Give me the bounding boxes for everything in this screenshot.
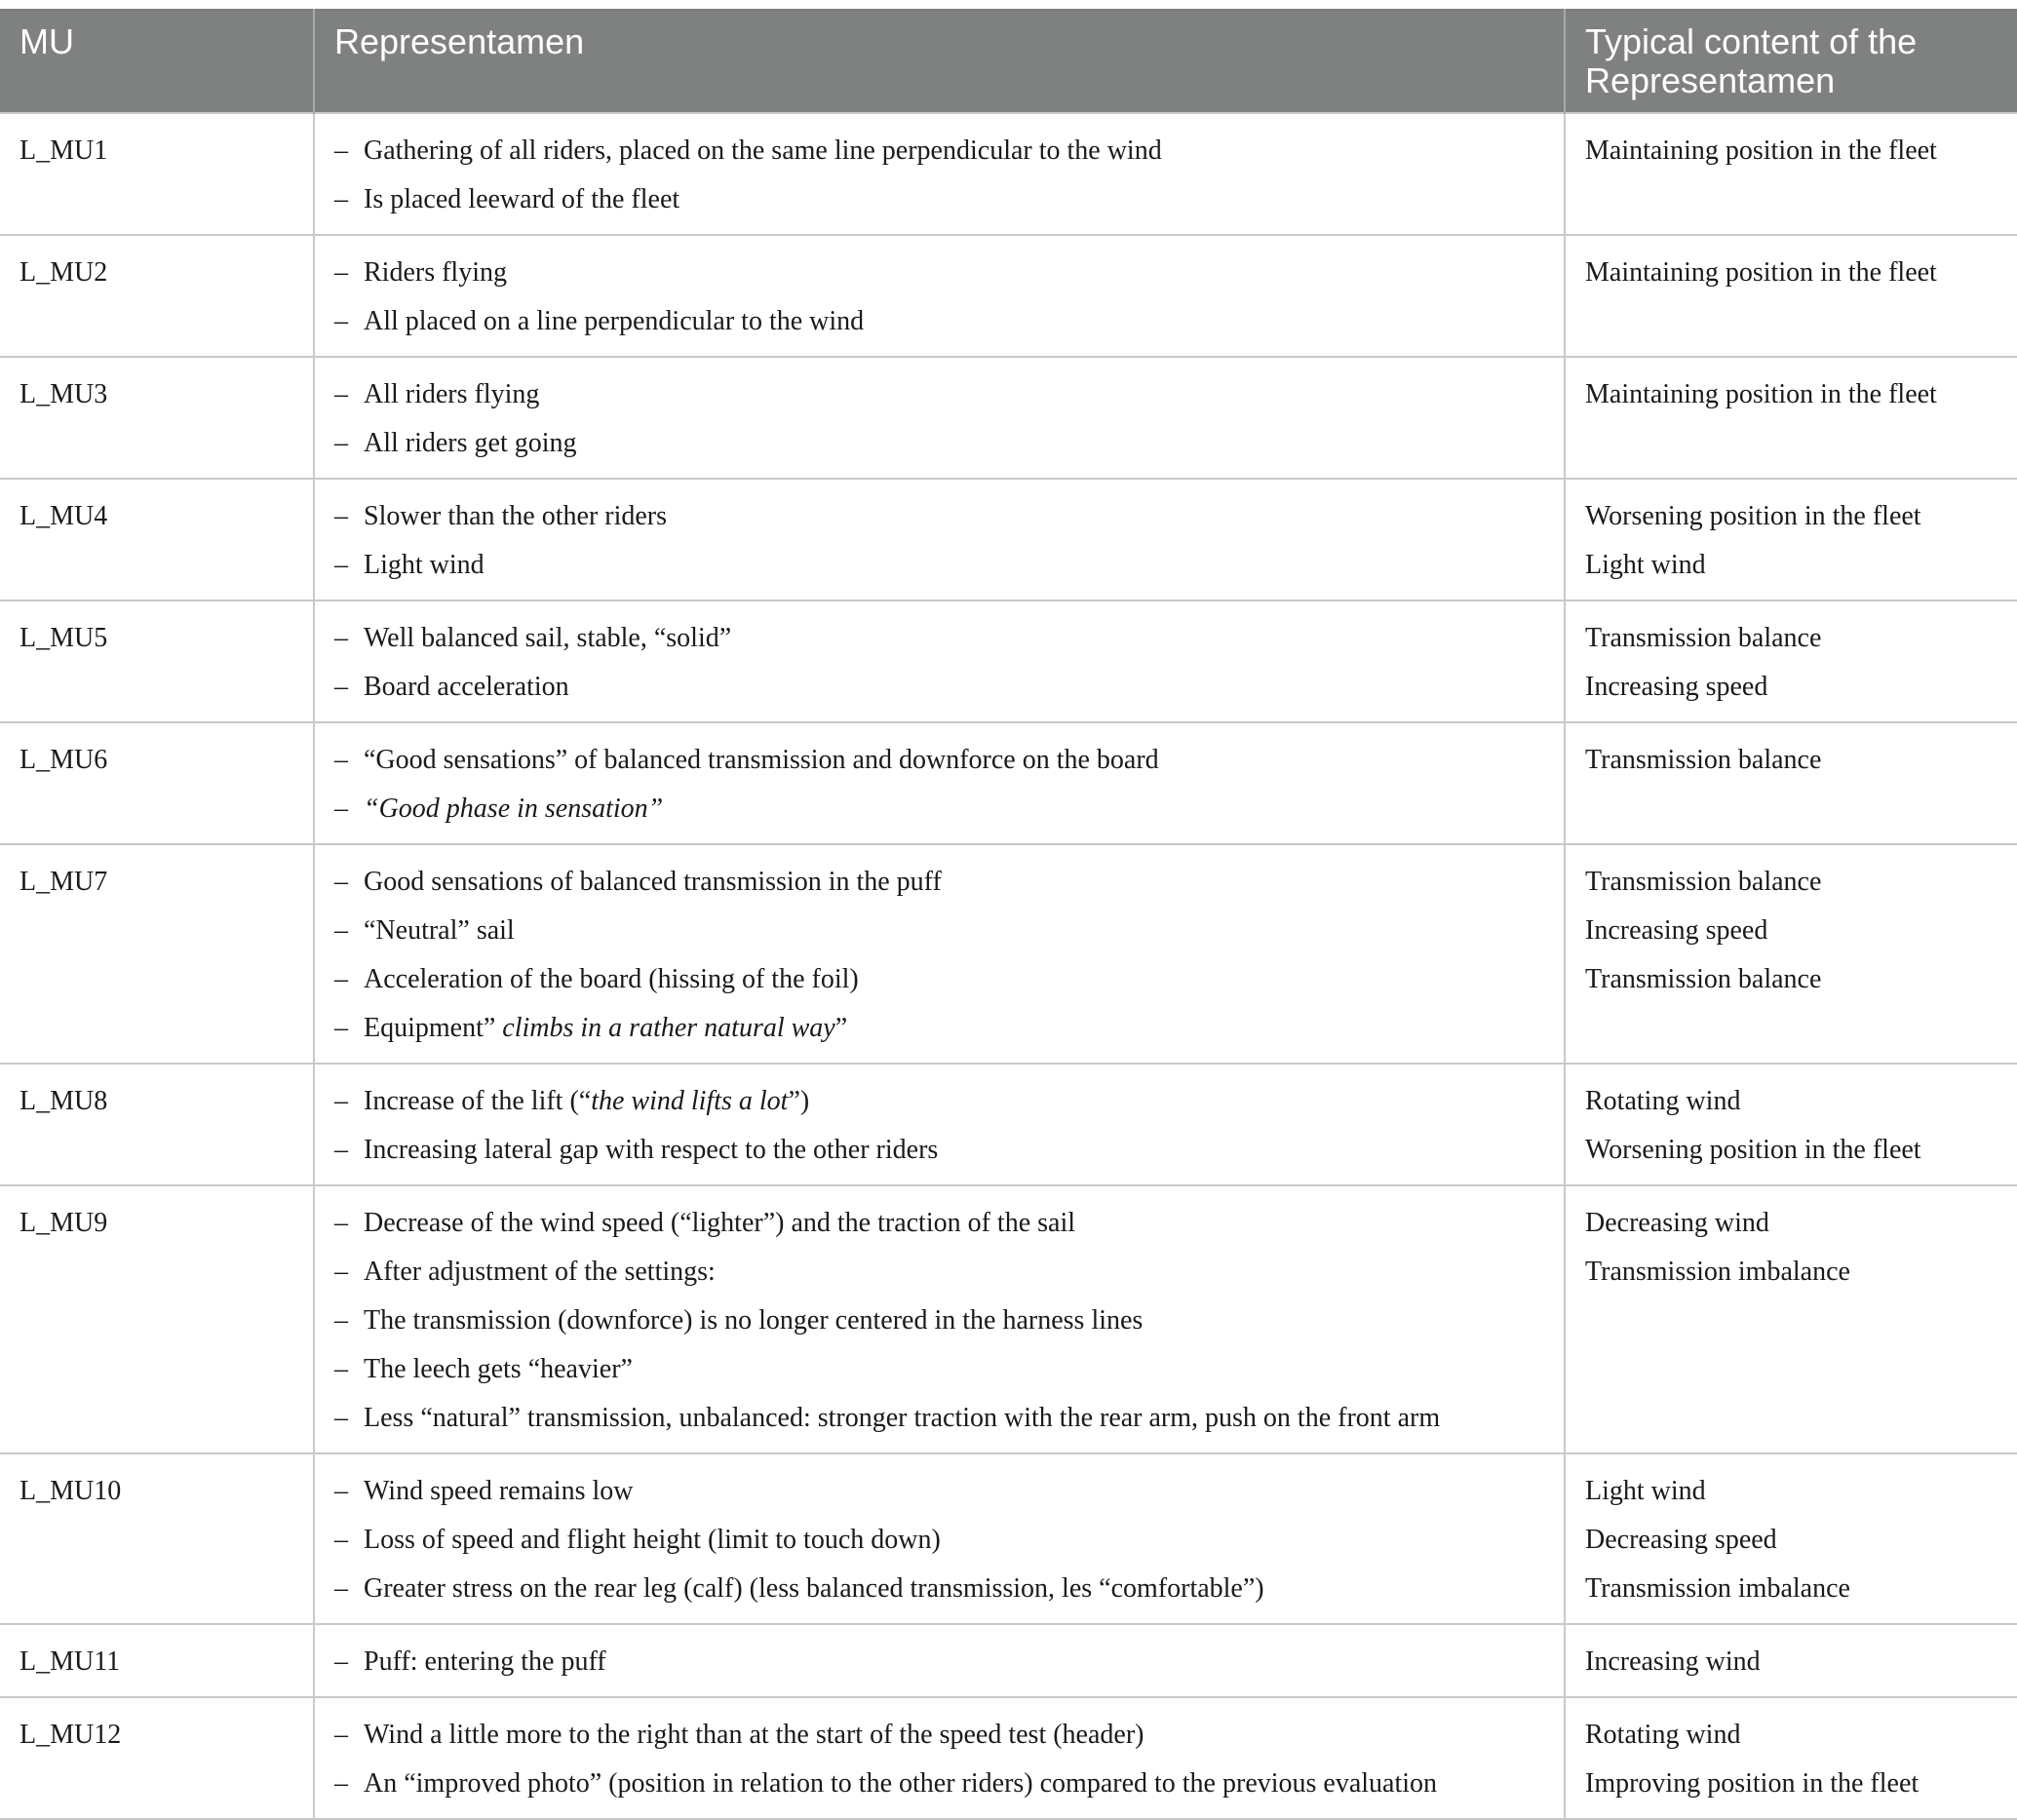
dash-bullet: –	[334, 1086, 348, 1116]
representamen-text: Wind speed remains low	[364, 1476, 634, 1506]
typical-content-item: Decreasing speed	[1585, 1525, 1777, 1555]
representamen-text: Slower than the other riders	[364, 501, 668, 531]
representamen-item	[334, 1199, 1544, 1248]
representamen-cell	[314, 1453, 1565, 1624]
table-row	[0, 1697, 2017, 1819]
representamen-text: Good sensations of balanced transmission in the puff	[364, 867, 942, 897]
header-representamen: Representamen	[314, 9, 1565, 113]
representamen-text: Riders flying	[364, 257, 507, 288]
representamen-item	[334, 297, 1544, 346]
typical-content-cell	[1565, 357, 2017, 479]
representamen-item	[334, 1345, 1544, 1394]
representamen-item	[334, 663, 1544, 712]
header-mu: MU	[0, 9, 314, 113]
typical-content-item: Light wind	[1585, 1476, 1706, 1506]
representamen-cell	[314, 1697, 1565, 1819]
table-row	[0, 844, 2017, 1064]
representamen-text: Is placed leeward of the fleet	[364, 184, 680, 214]
representamen-item	[334, 1638, 1544, 1686]
representamen-text: All placed on a line perpendicular to the wind	[364, 306, 865, 336]
typical-content-item: Light wind	[1585, 550, 1706, 580]
dash-bullet: –	[334, 1208, 348, 1238]
dash-bullet: –	[334, 379, 348, 409]
dash-bullet: –	[334, 1135, 348, 1165]
typical-content-cell	[1565, 1453, 2017, 1624]
representamen-item	[334, 1297, 1544, 1345]
table-row	[0, 1185, 2017, 1453]
representamen-text: All riders get going	[364, 428, 577, 458]
dash-bullet: –	[334, 184, 348, 214]
dash-bullet: –	[334, 257, 348, 288]
typical-content-item: Improving position in the fleet	[1585, 1768, 1920, 1799]
representamen-item	[334, 858, 1544, 907]
mu-cell: L_MU7	[0, 844, 314, 1064]
mu-cell: L_MU2	[0, 235, 314, 357]
representamen-item	[334, 1760, 1544, 1808]
representamen-item	[334, 1077, 1544, 1126]
dash-bullet: –	[334, 867, 348, 897]
header-row	[0, 9, 2017, 113]
representamen-text: Wind a little more to the right than at the start of the speed test (header)	[364, 1720, 1144, 1750]
typical-content-item: Transmission imbalance	[1585, 1573, 1850, 1604]
dash-bullet: –	[334, 915, 348, 946]
typical-content-cell	[1565, 1185, 2017, 1453]
dash-bullet: –	[334, 550, 348, 580]
dash-bullet: –	[334, 1476, 348, 1506]
table-row	[0, 1624, 2017, 1697]
representamen-text: the wind lifts a lot	[591, 1086, 789, 1116]
typical-content-item: Transmission balance	[1585, 867, 1822, 897]
representamen-item	[334, 249, 1544, 297]
representamen-item	[334, 785, 1544, 833]
representamen-text: Equipment”	[364, 1013, 503, 1043]
representamen-text: Board acceleration	[364, 672, 569, 702]
representamen-cell	[314, 1185, 1565, 1453]
table-row	[0, 1064, 2017, 1185]
representamen-text: An “improved photo” (position in relation to the other riders) compared to the previous evaluation	[364, 1768, 1438, 1799]
dash-bullet: –	[334, 794, 348, 824]
mu-cell: L_MU5	[0, 600, 314, 722]
representamen-cell	[314, 1624, 1565, 1697]
dash-bullet: –	[334, 1525, 348, 1555]
representamen-item	[334, 1565, 1544, 1613]
dash-bullet: –	[334, 501, 348, 531]
representamen-text: climbs in a rather natural way	[502, 1013, 835, 1043]
representamen-text: Greater stress on the rear leg (calf) (less balanced transmission, les “comfortable”)	[364, 1573, 1264, 1604]
table-row	[0, 1453, 2017, 1624]
typical-content-item: Increasing speed	[1585, 915, 1768, 946]
representamen-text: Increasing lateral gap with respect to the other riders	[364, 1135, 939, 1165]
representamen-text: All riders flying	[364, 379, 540, 409]
dash-bullet: –	[334, 745, 348, 775]
typical-content-item: Rotating wind	[1585, 1720, 1741, 1750]
representamen-item	[334, 1516, 1544, 1565]
dash-bullet: –	[334, 1646, 348, 1677]
typical-content-item: Increasing wind	[1585, 1646, 1761, 1677]
mu-cell: L_MU9	[0, 1185, 314, 1453]
representamen-cell	[314, 479, 1565, 600]
typical-content-item: Worsening position in the fleet	[1585, 1135, 1921, 1165]
dash-bullet: –	[334, 136, 348, 166]
representamen-cell	[314, 1064, 1565, 1185]
representamen-item	[334, 1004, 1544, 1053]
mu-cell: L_MU6	[0, 722, 314, 844]
dash-bullet: –	[334, 964, 348, 994]
mu-cell: L_MU11	[0, 1624, 314, 1697]
typical-content-item: Decreasing wind	[1585, 1208, 1769, 1238]
typical-content-item: Transmission balance	[1585, 964, 1822, 994]
typical-content-item: Maintaining position in the fleet	[1585, 136, 1937, 166]
representamen-item	[334, 955, 1544, 1004]
header-typical-content: Typical content of the Representamen	[1565, 9, 2017, 113]
representamen-text: Acceleration of the board (hissing of the foil)	[364, 964, 859, 994]
representamen-item	[334, 614, 1544, 663]
dash-bullet: –	[334, 1257, 348, 1287]
representamen-cell	[314, 357, 1565, 479]
representamen-item	[334, 1394, 1544, 1443]
representamen-text: Puff: entering the puff	[364, 1646, 606, 1677]
typical-content-cell	[1565, 844, 2017, 1064]
table-row	[0, 600, 2017, 722]
table-row	[0, 357, 2017, 479]
representamen-text: Gathering of all riders, placed on the same line perpendicular to the wind	[364, 136, 1162, 166]
dash-bullet: –	[334, 1403, 348, 1433]
representamen-item	[334, 1711, 1544, 1760]
representamen-item	[334, 1248, 1544, 1297]
typical-content-item: Maintaining position in the fleet	[1585, 379, 1937, 409]
dash-bullet: –	[334, 306, 348, 336]
representamen-text: After adjustment of the settings:	[364, 1257, 716, 1287]
dash-bullet: –	[334, 1768, 348, 1799]
representamen-item	[334, 1467, 1544, 1516]
mu-cell: L_MU12	[0, 1697, 314, 1819]
typical-content-cell	[1565, 113, 2017, 235]
representamen-item	[334, 175, 1544, 224]
typical-content-item: Worsening position in the fleet	[1585, 501, 1921, 531]
representamen-text: “Neutral” sail	[364, 915, 515, 946]
mu-cell: L_MU1	[0, 113, 314, 235]
dash-bullet: –	[334, 1720, 348, 1750]
dash-bullet: –	[334, 672, 348, 702]
representamen-text: ”	[834, 1013, 848, 1043]
representamen-text: The transmission (downforce) is no longer centered in the harness lines	[364, 1305, 1144, 1336]
representamen-table	[0, 9, 2017, 1820]
dash-bullet: –	[334, 1354, 348, 1384]
representamen-text: The leech gets “heavier”	[364, 1354, 633, 1384]
representamen-item	[334, 419, 1544, 468]
representamen-text: Well balanced sail, stable, “solid”	[364, 623, 732, 653]
typical-content-cell	[1565, 722, 2017, 844]
mu-cell: L_MU8	[0, 1064, 314, 1185]
typical-content-item: Maintaining position in the fleet	[1585, 257, 1937, 288]
dash-bullet: –	[334, 428, 348, 458]
typical-content-item: Transmission balance	[1585, 623, 1822, 653]
table-row	[0, 479, 2017, 600]
representamen-item	[334, 370, 1544, 419]
table-row	[0, 235, 2017, 357]
representamen-text: Less “natural” transmission, unbalanced: stronger traction with the rear arm, push on the front arm	[364, 1403, 1441, 1433]
mu-cell: L_MU10	[0, 1453, 314, 1624]
representamen-item	[334, 541, 1544, 590]
representamen-text: Increase of the lift (“	[364, 1086, 592, 1116]
mu-cell: L_MU3	[0, 357, 314, 479]
representamen-text: “Good phase in sensation”	[364, 794, 664, 824]
typical-content-item: Increasing speed	[1585, 672, 1768, 702]
typical-content-cell	[1565, 1064, 2017, 1185]
mu-cell: L_MU4	[0, 479, 314, 600]
typical-content-cell	[1565, 600, 2017, 722]
typical-content-cell	[1565, 1624, 2017, 1697]
representamen-text: Loss of speed and flight height (limit to touch down)	[364, 1525, 941, 1555]
table-row	[0, 722, 2017, 844]
typical-content-cell	[1565, 479, 2017, 600]
representamen-text: Light wind	[364, 550, 485, 580]
representamen-item	[334, 492, 1544, 541]
typical-content-item: Rotating wind	[1585, 1086, 1741, 1116]
representamen-item	[334, 736, 1544, 785]
typical-content-item: Transmission imbalance	[1585, 1257, 1850, 1287]
representamen-item	[334, 1126, 1544, 1175]
representamen-cell	[314, 722, 1565, 844]
typical-content-cell	[1565, 235, 2017, 357]
representamen-cell	[314, 113, 1565, 235]
representamen-cell	[314, 844, 1565, 1064]
representamen-item	[334, 907, 1544, 955]
representamen-text: ”)	[788, 1086, 810, 1116]
dash-bullet: –	[334, 1013, 348, 1043]
representamen-cell	[314, 600, 1565, 722]
table-body	[0, 113, 2017, 1819]
representamen-item	[334, 127, 1544, 175]
dash-bullet: –	[334, 1573, 348, 1604]
dash-bullet: –	[334, 623, 348, 653]
dash-bullet: –	[334, 1305, 348, 1336]
representamen-text: “Good sensations” of balanced transmission and downforce on the board	[364, 745, 1159, 775]
table-row	[0, 113, 2017, 235]
representamen-cell	[314, 235, 1565, 357]
typical-content-cell	[1565, 1697, 2017, 1819]
typical-content-item: Transmission balance	[1585, 745, 1822, 775]
representamen-text: Decrease of the wind speed (“lighter”) and the traction of the sail	[364, 1208, 1076, 1238]
